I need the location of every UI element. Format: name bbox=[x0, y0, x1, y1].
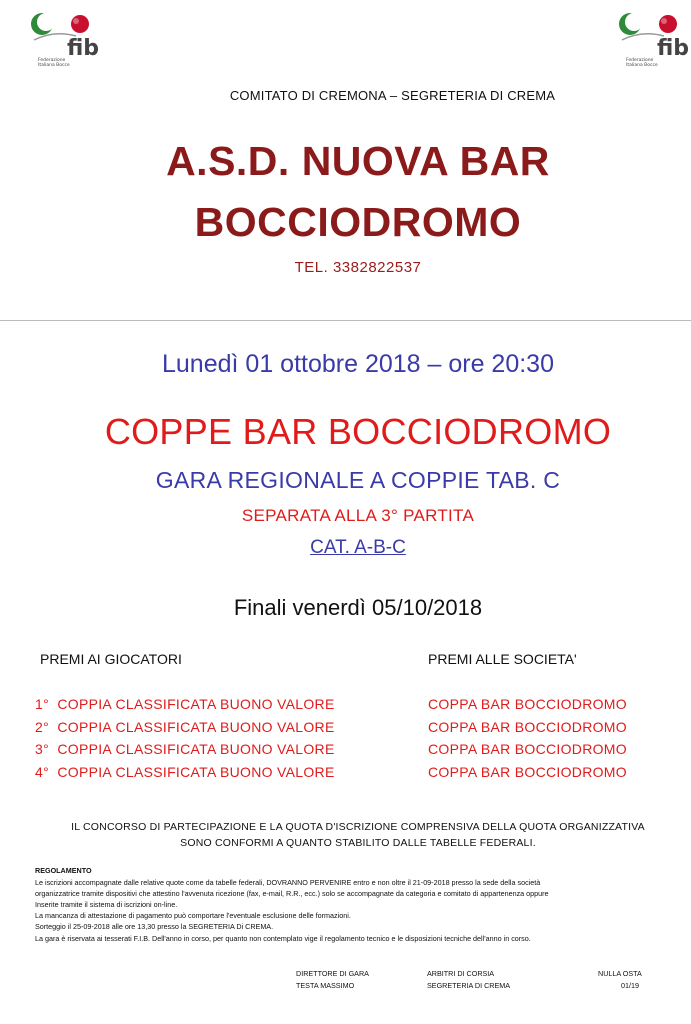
fib-logo-left bbox=[24, 6, 112, 70]
society-prize-item: COPPA BAR BOCCIODROMO bbox=[428, 741, 627, 757]
director-label: DIRETTORE DI GARA bbox=[296, 969, 369, 978]
player-prize-item: 2° COPPIA CLASSIFICATA BUONO VALORE bbox=[35, 719, 335, 735]
player-prize-item: 4° COPPIA CLASSIFICATA BUONO VALORE bbox=[35, 764, 335, 780]
logo-caption-line2: Italiana Bocce bbox=[38, 63, 70, 68]
rules-line: La mancanza di attestazione di pagamento può comportare l'eventuale esclusione delle formazioni. bbox=[35, 911, 351, 920]
event-date: Lunedì 01 ottobre 2018 – ore 20:30 bbox=[162, 350, 554, 378]
event-title: COPPE BAR BOCCIODROMO bbox=[104, 411, 612, 452]
referees-name: SEGRETERIA DI CREMA bbox=[427, 981, 511, 990]
society-prize-item: COPPA BAR BOCCIODROMO bbox=[428, 719, 627, 735]
event-finals-date: Finali venerdì 05/10/2018 bbox=[233, 595, 483, 620]
logo-caption-line1: Federazione bbox=[38, 58, 66, 63]
rules-line: La gara è riservata ai tesserati F.I.B. Dell'anno in corso, per quanto non contemplato vige il regolamento tecnico e le disposizioni tecniche dell'anno in corso. bbox=[35, 934, 531, 943]
players-prizes-heading: PREMI AI GIOCATORI bbox=[40, 651, 182, 667]
event-category: CAT. A-B-C bbox=[310, 537, 406, 558]
header-divider bbox=[0, 320, 691, 321]
club-title-line2: BOCCIODROMO bbox=[194, 199, 522, 245]
event-competition-type: GARA REGIONALE A COPPIE TAB. C bbox=[155, 467, 561, 493]
player-prize-item: 1° COPPIA CLASSIFICATA BUONO VALORE bbox=[35, 696, 335, 712]
fib-logo-right bbox=[612, 6, 691, 70]
fee-notice-line2: SONO CONFORMI A QUANTO STABILITO DALLE TABELLE FEDERALI. bbox=[180, 837, 536, 849]
event-separation-note: SEPARATA ALLA 3° PARTITA bbox=[241, 506, 475, 525]
logo-caption-line2: Italiana Bocce bbox=[626, 63, 658, 68]
logo-word: fib bbox=[67, 36, 100, 61]
director-name: TESTA MASSIMO bbox=[296, 981, 355, 990]
player-prize-item: 3° COPPIA CLASSIFICATA BUONO VALORE bbox=[35, 741, 335, 757]
club-phone: TEL. 3382822537 bbox=[294, 259, 422, 276]
rules-heading: REGOLAMENTO bbox=[35, 866, 92, 875]
committee-line: COMITATO DI CREMONA – SEGRETERIA DI CREMA bbox=[229, 88, 556, 103]
nulla-osta-value: 01/19 bbox=[621, 981, 639, 990]
society-prize-item: COPPA BAR BOCCIODROMO bbox=[428, 696, 627, 712]
societies-prizes-heading: PREMI ALLE SOCIETA' bbox=[428, 651, 577, 667]
nulla-osta-label: NULLA OSTA bbox=[598, 969, 642, 978]
logo-word: fib bbox=[657, 36, 690, 61]
rules-line: Sorteggio il 25-09-2018 alle ore 13,30 presso la SEGRETERIA Di CREMA. bbox=[35, 922, 274, 931]
rules-line: Le iscrizioni accompagnate dalle relative quote come da tabelle federali, DOVRANNO PERVENIRE entro e non oltre il 21-09-2018 presso la sede della società bbox=[35, 878, 541, 887]
rules-line: Inserite tramite il sistema di iscrizioni on-line. bbox=[35, 900, 178, 909]
referees-label: ARBITRI DI CORSIA bbox=[427, 969, 495, 978]
logo-caption-line1: Federazione bbox=[626, 58, 654, 63]
club-title-line1: A.S.D. NUOVA BAR bbox=[166, 138, 550, 184]
fee-notice-line1: IL CONCORSO DI PARTECIPAZIONE E LA QUOTA D'ISCRIZIONE COMPRENSIVA DELLA QUOTA ORGANIZZATIVA bbox=[71, 821, 645, 833]
society-prize-item: COPPA BAR BOCCIODROMO bbox=[428, 764, 627, 780]
rules-line: organizzatrice tramite dispositivi che attestino l'avvenuta ricezione (fax, e-mail, R.R., ecc.) solo se accompagnate da categoria e comitato di appartenenza oppure bbox=[35, 889, 549, 898]
